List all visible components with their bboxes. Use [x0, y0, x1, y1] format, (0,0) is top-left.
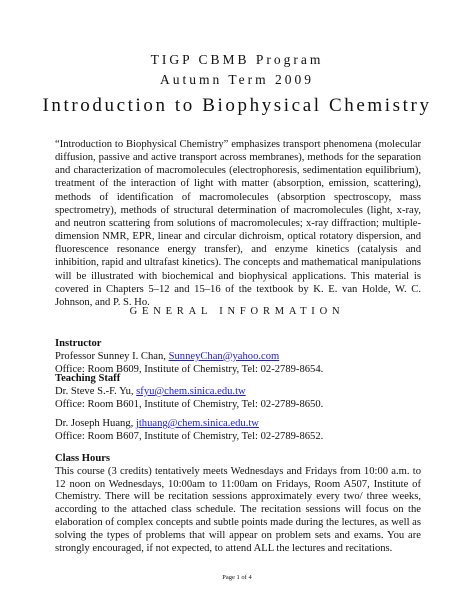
teaching-staff-huang — [55, 418, 421, 444]
staff-office-yu: Office: Room B601, Institute of Chemistry, Tel: 02-2789-8650. — [55, 398, 324, 410]
staff-name-yu: Dr. Steve S.-F. Yu, — [55, 385, 137, 397]
course-description: “Introduction to Biophysical Chemistry” emphasizes transport phenomena (molecular diffusion, passive and active transport across membranes), methods for the separation and characterization of macromolecules (electrophoresis, sedimentation equilibrium), treatment of the interaction of light with matter (absorption, emission, scattering), methods of identification of macromolecules (absorption spectroscopy, mass spectrometry), methods of structural determination of macromolecules (light, x-ray, and neutron scattering from solutions of macromolecules; x-ray diffraction; multiple-dimension NMR, EPR, linear and circular dichroism, optical rotatory dispersion, and fluorescence resonance energy transfer), and enzyme kinetics (catalysis and inhibition, rapid and ultrafast kinetics). The concepts and mathematical manipulations will be illustrated with biochemical and biophysical applications. This material is covered in Chapters 5–12 and 15–16 of the textbook by K. E. van Holde, W. C. Johnson, and P. S. Ho. — [55, 139, 421, 308]
staff-line-huang — [55, 418, 421, 431]
class-hours-section — [55, 453, 421, 555]
page-number-footer: Page 1 of 4 — [222, 574, 252, 581]
general-information-heading: GENERAL INFORMATION — [129, 306, 345, 317]
term-heading: Autumn Term 2009 — [159, 72, 315, 87]
staff-office-huang: Office: Room B607, Institute of Chemistry, Tel: 02-2789-8652. — [55, 430, 324, 442]
class-hours-text: This course (3 credits) tentatively meets Wednesdays and Fridays from 10:00 a.m. to 12 noon on Wednesdays, 10:00am to 11:00am on Fridays, Room A507, Institute of Chemistry. There will be recitation sessions approximately every two/ three weeks, according to the attached class schedule. The recitation sessions will focus on the elaboration of complex concepts and subtle points made during the lectures, as well as solving the types of problems that will appear on problem sets and exams. You are strongly encouraged, if not expected, to attend ALL the lectures and recitations. — [55, 465, 421, 554]
teaching-staff-label: Teaching Staff — [55, 373, 121, 384]
instructor-label: Instructor — [55, 338, 102, 349]
class-hours-label: Class Hours — [55, 453, 111, 464]
instructor-section — [55, 338, 421, 376]
instructor-email-link[interactable]: SunneyChan@yahoo.com — [168, 350, 280, 362]
instructor-name: Professor Sunney I. Chan, — [55, 350, 169, 362]
teaching-staff-section — [55, 373, 421, 411]
staff-line-yu — [55, 386, 421, 399]
staff-email-link-yu[interactable]: sfyu@chem.sinica.edu.tw — [136, 385, 246, 397]
staff-email-link-huang[interactable]: jthuang@chem.sinica.edu.tw — [135, 418, 259, 429]
instructor-office: Office: Room B609, Institute of Chemistry, Tel: 02-2789-8654. — [55, 363, 324, 375]
instructor-line — [55, 351, 421, 364]
program-heading: TIGP CBMB Program — [150, 52, 324, 67]
staff-name-huang: Dr. Joseph Huang, — [55, 418, 136, 429]
course-title: Introduction to Biophysical Chemistry — [42, 95, 432, 116]
